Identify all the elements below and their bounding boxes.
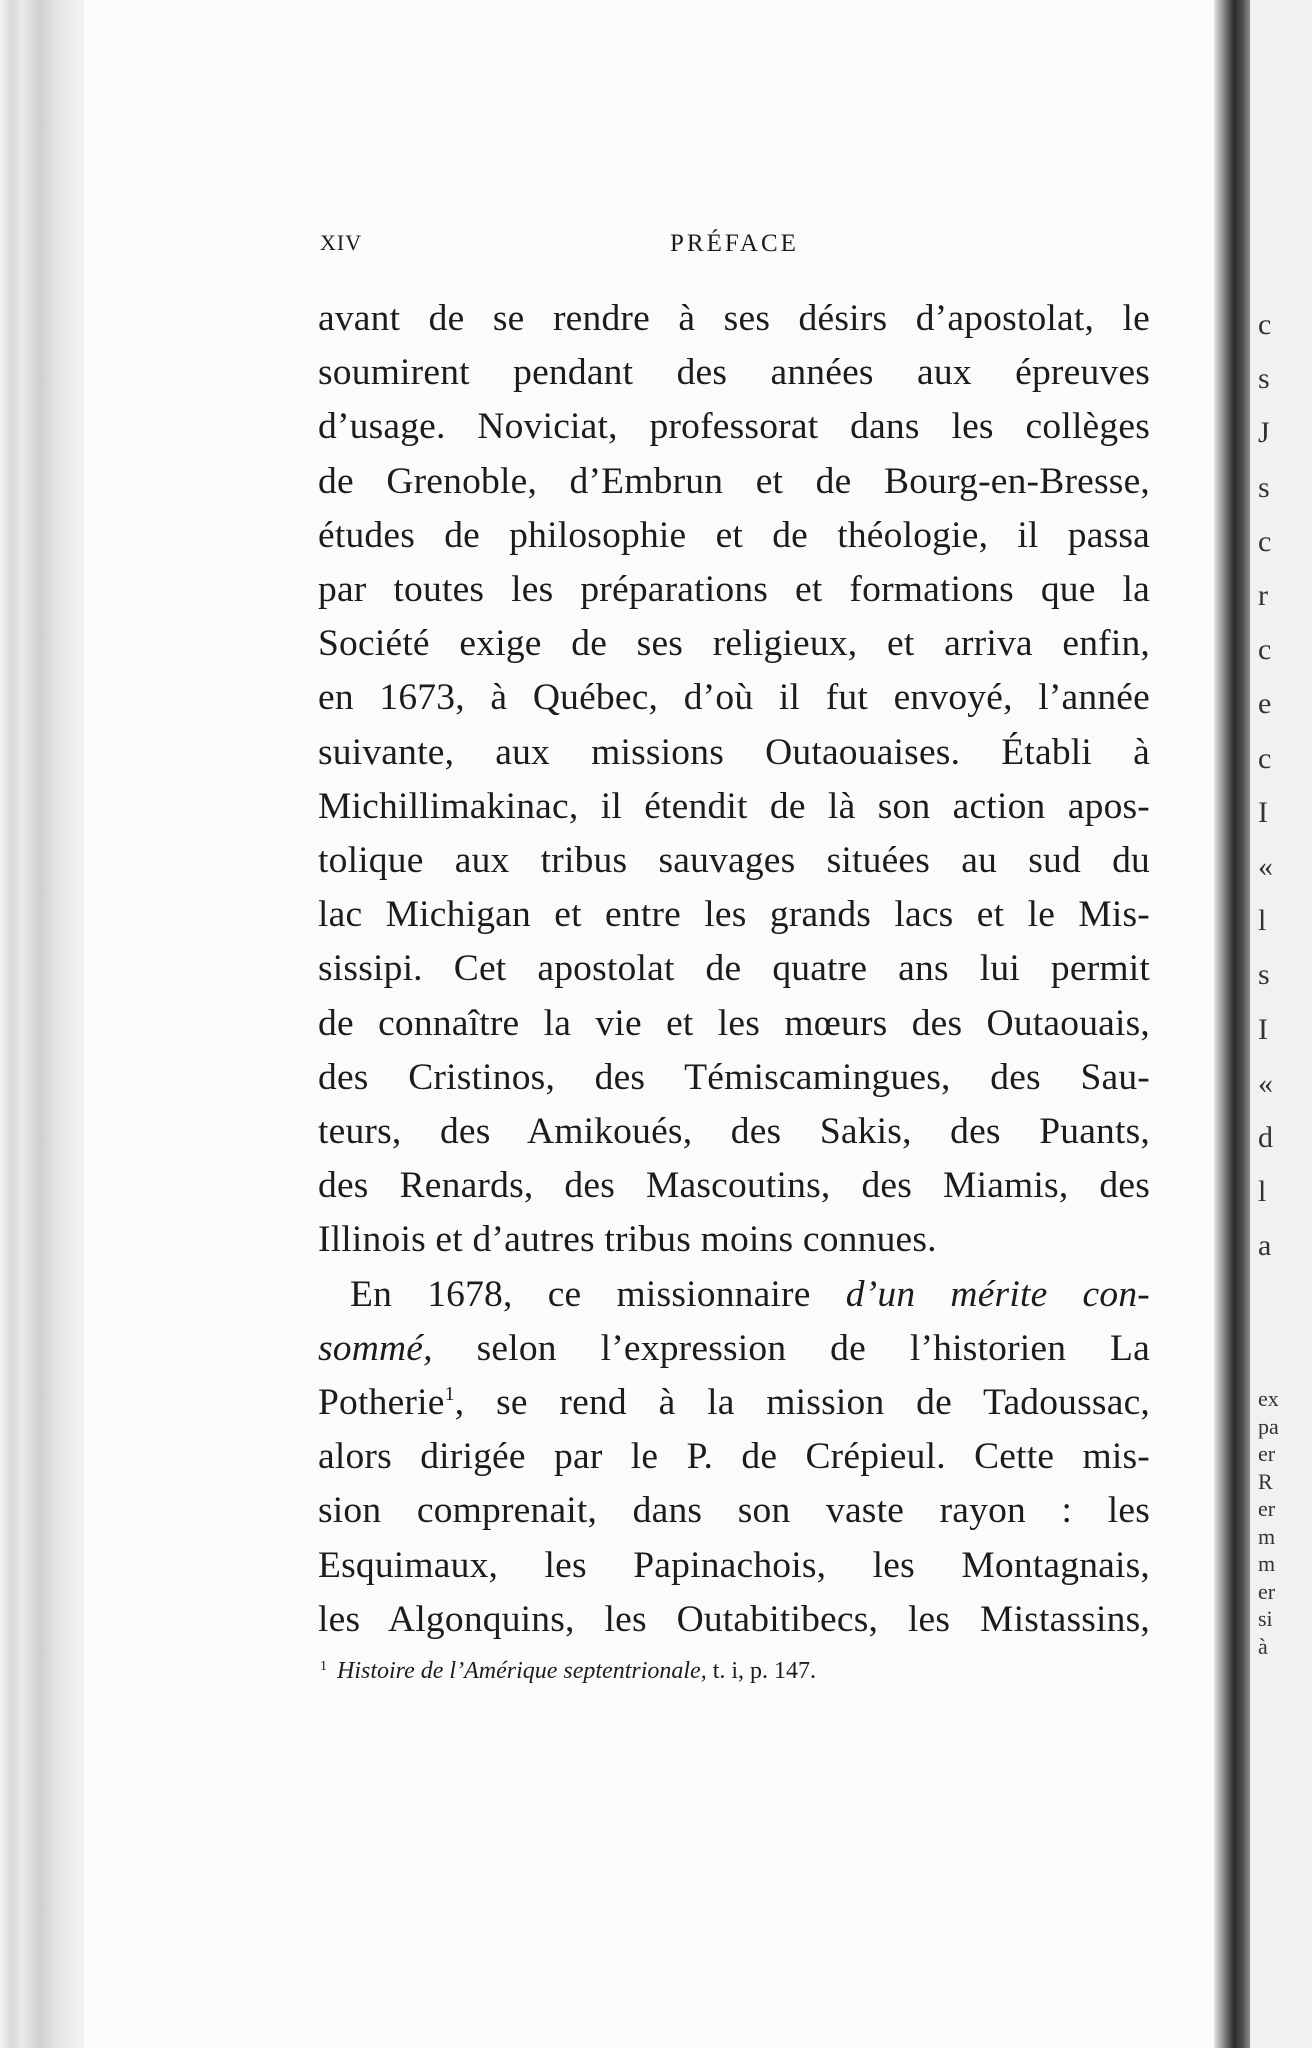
facing-page-glyph: s <box>1258 470 1270 504</box>
footnote-title: Histoire de l’Amérique septentrionale, <box>337 1658 707 1684</box>
facing-page-footnote-glyph: ex <box>1258 1386 1279 1411</box>
facing-page-footnote-glyph: er <box>1258 1578 1276 1604</box>
text-line: alors dirigée par le P. de Crépieul. Cette mis- <box>318 1436 1150 1478</box>
facing-page-glyph: J <box>1258 416 1270 450</box>
page-number: XIV <box>320 230 363 255</box>
text-line: sion comprenait, dans son vaste rayon : les <box>318 1490 1150 1532</box>
text-line: des Cristinos, des Témiscamingues, des Sau- <box>318 1056 1150 1098</box>
text-line: d’usage. Noviciat, professorat dans les collèges <box>318 406 1150 448</box>
facing-page-glyph: s <box>1258 362 1270 396</box>
facing-page-glyph: c <box>1258 308 1272 341</box>
facing-page-glyph: l <box>1258 1175 1267 1209</box>
facing-page-glyph: I <box>1258 795 1268 829</box>
facing-page-glyph: « <box>1258 850 1273 883</box>
text-line: En 1678, ce missionnaire d’un mérite con- <box>350 1273 1150 1315</box>
text-line: par toutes les préparations et formations que la <box>318 569 1150 611</box>
facing-page-footnote-glyph: er <box>1258 1496 1276 1521</box>
text-line: Michillimakinac, il étendit de là son action apos- <box>318 785 1150 827</box>
book-binding-edge <box>0 0 84 2048</box>
text-line: Illinois et d’autres tribus moins connues. <box>318 1219 937 1261</box>
footnote-mark: 1 <box>320 1659 327 1674</box>
text-line: de connaître la vie et les mœurs des Outaouais, <box>318 1002 1150 1044</box>
footnote <box>320 1652 1160 1686</box>
facing-page-glyph: « <box>1258 1066 1273 1100</box>
page-header <box>320 230 1180 270</box>
text-line: Potherie$^1$, se rend à la mission de Tadoussac, <box>318 1382 1150 1424</box>
paragraph-1 <box>318 292 1150 1268</box>
facing-page-glyph: c <box>1258 741 1272 775</box>
footnote-reference: 1 <box>444 1383 455 1406</box>
facing-page-footnote-glyph: R <box>1258 1468 1273 1494</box>
text-line: de Grenoble, d’Embrun et de Bourg-en-Bresse, <box>318 460 1150 502</box>
text-line: études de philosophie et de théologie, il passa <box>318 514 1150 556</box>
facing-page-glyph: c <box>1258 633 1272 667</box>
paragraph-2 <box>318 1268 1150 1647</box>
text-line: Société exige de ses religieux, et arriva enfin, <box>318 623 1150 665</box>
facing-page-footnote-glyph: si <box>1258 1606 1273 1631</box>
text-line: lac Michigan et entre les grands lacs et le Mis- <box>318 894 1150 936</box>
facing-page-glyph: a <box>1258 1229 1272 1263</box>
facing-page-footnote-glyph: m <box>1258 1551 1276 1576</box>
facing-page-footnote-glyph: er <box>1258 1441 1276 1466</box>
facing-page-footnote-glyph: à <box>1258 1633 1268 1659</box>
page-gutter-shadow <box>1214 0 1250 2048</box>
text-line: Esquimaux, les Papinachois, les Montagnais, <box>318 1544 1150 1586</box>
text-line: sissipi. Cet apostolat de quatre ans lui permit <box>318 948 1150 990</box>
text-line: tolique aux tribus sauvages situées au sud du <box>318 840 1150 882</box>
facing-page-glyph: r <box>1258 579 1268 612</box>
footnote-citation: t. i, p. 147. <box>706 1658 817 1684</box>
text-line: en 1673, à Québec, d’où il fut envoyé, l’année <box>318 677 1150 719</box>
text-line: avant de se rendre à ses désirs d’apostolat, le <box>318 298 1150 339</box>
text-line: des Renards, des Mascoutins, des Miamis, des <box>318 1165 1150 1207</box>
facing-page-edge <box>1250 0 1312 2048</box>
text-line: sommé, selon l’expression de l’historien La <box>318 1327 1150 1369</box>
text-line: les Algonquins, les Outabitibecs, les Mistassins, <box>318 1598 1150 1640</box>
facing-page-glyph: e <box>1258 687 1272 721</box>
facing-page-glyph: l <box>1258 904 1267 938</box>
facing-page-glyph: s <box>1258 958 1270 992</box>
facing-page-footnote-glyph: m <box>1258 1523 1276 1549</box>
facing-page-glyph: c <box>1258 524 1272 558</box>
text-line: soumirent pendant des années aux épreuves <box>318 352 1150 394</box>
text-line: teurs, des Amikoués, des Sakis, des Puants, <box>318 1111 1150 1153</box>
facing-page-footnote-glyph: pa <box>1258 1413 1279 1439</box>
body-text <box>318 292 1150 1647</box>
running-title: PRÉFACE <box>670 230 799 257</box>
facing-page-glyph: I <box>1258 1012 1268 1046</box>
facing-page-glyph: d <box>1258 1121 1273 1154</box>
text-line: suivante, aux missions Outaouaises. Établi à <box>318 731 1150 773</box>
